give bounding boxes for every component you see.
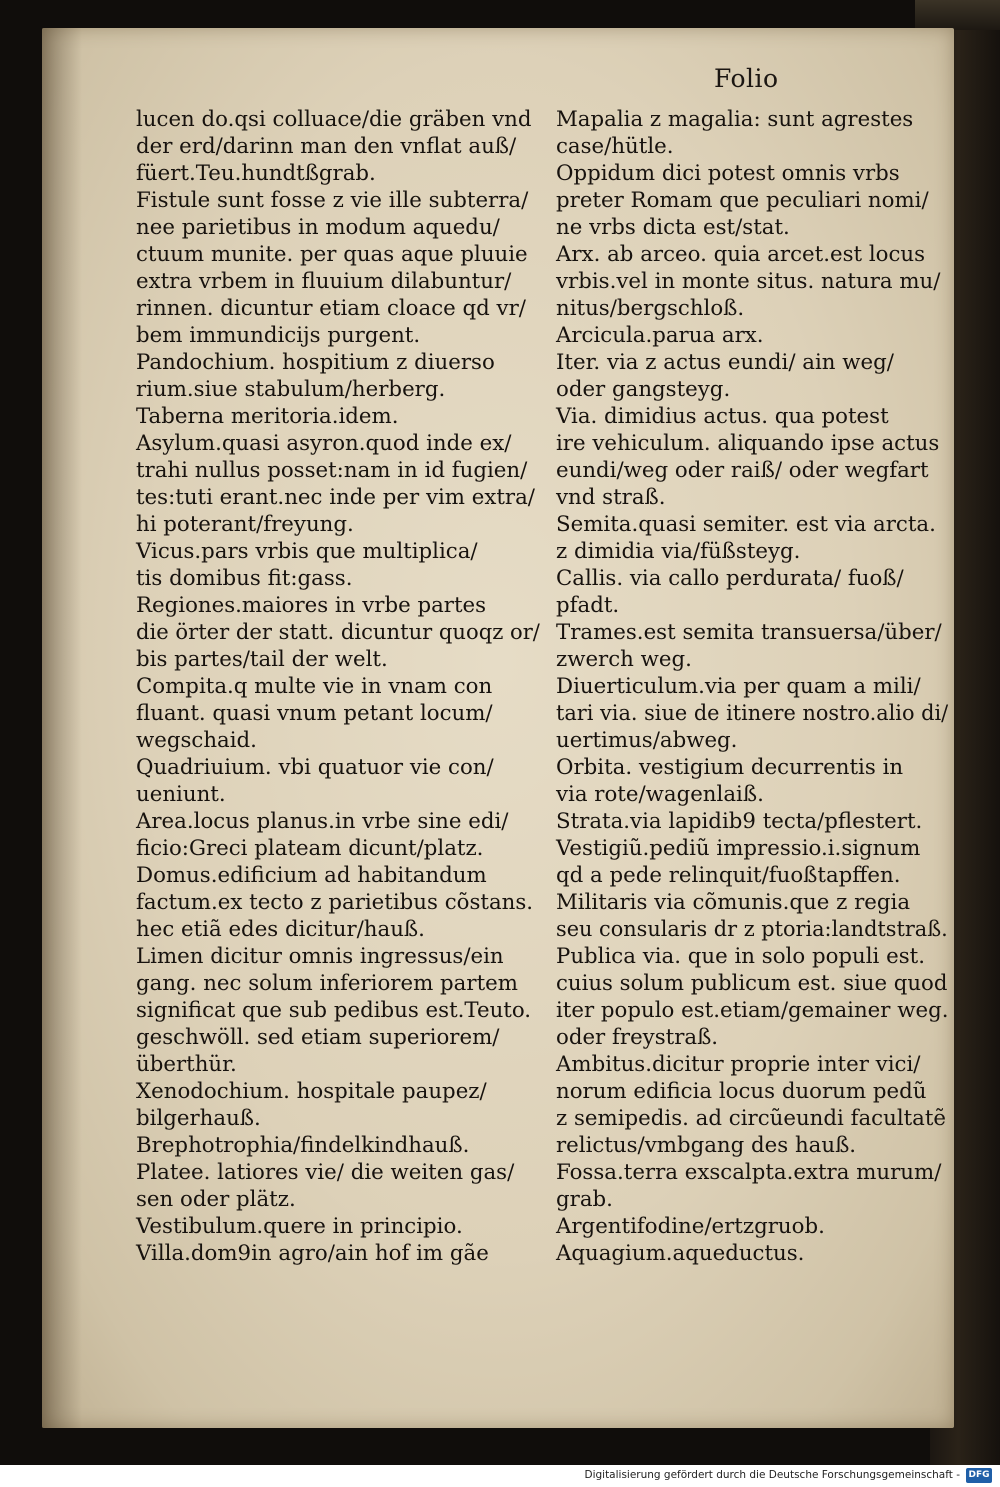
text-line: trahi nullus posset:nam in id fugien/ <box>136 458 528 483</box>
text-line: Trames.est semita transuersa/über/ <box>556 620 942 645</box>
text-line: Militaris via cõmunis.que z regia <box>556 890 911 915</box>
text-line: case/hütle. <box>556 134 674 159</box>
text-line: rinnen. dicuntur etiam cloace qd vr/ <box>136 296 526 321</box>
text-line: Vestibulum.quere in principio. <box>136 1214 463 1239</box>
text-line: Arcicula.parua arx. <box>556 323 764 348</box>
text-line: lucen do.qsi colluace/die gräben vnd <box>136 107 532 132</box>
text-line: preter Romam que peculiari nomi/ <box>556 188 929 213</box>
footer-bar <box>0 1465 1000 1487</box>
text-column-right <box>556 106 948 1267</box>
text-line: uertimus/abweg. <box>556 728 738 753</box>
text-line: Diuerticulum.via per quam a mili/ <box>556 674 921 699</box>
text-line: Brephotrophia/findelkindhauß. <box>136 1133 470 1158</box>
text-line: sen oder plätz. <box>136 1187 296 1212</box>
text-line: pfadt. <box>556 593 620 618</box>
text-line: bem immundicijs purgent. <box>136 323 421 348</box>
text-line: der erd/darinn man den vnflat auß/ <box>136 134 517 159</box>
text-line: Orbita. vestigium decurrentis in <box>556 755 904 780</box>
text-line: ire vehiculum. aliquando ipse actus <box>556 431 940 456</box>
text-line: tes:tuti erant.nec inde per vim extra/ <box>136 485 535 510</box>
text-line: Vicus.pars vrbis que multiplica/ <box>136 539 478 564</box>
text-line: Mapalia z magalia: sunt agrestes <box>556 107 914 132</box>
text-line: füert.Teu.hundtßgrab. <box>136 161 376 186</box>
text-line: Vestigiũ.pediũ impressio.i.signum <box>556 836 921 861</box>
text-line: nitus/bergschloß. <box>556 296 745 321</box>
text-line: extra vrbem in fluuium dilabuntur/ <box>136 269 512 294</box>
text-line: relictus/vmbgang des hauß. <box>556 1133 857 1158</box>
text-line: gang. nec solum inferiorem partem <box>136 971 518 996</box>
text-line: hi poterant/freyung. <box>136 512 354 537</box>
text-line: tis domibus fit:gass. <box>136 566 353 591</box>
book-edge-top <box>915 0 1000 30</box>
text-line: überthür. <box>136 1052 237 1077</box>
text-line: Taberna meritoria.idem. <box>136 404 399 429</box>
text-line: Oppidum dici potest omnis vrbs <box>556 161 900 186</box>
text-line: ctuum munite. per quas aque pluuie <box>136 242 528 267</box>
text-line: hec etiã edes dicitur/hauß. <box>136 917 425 942</box>
text-line: Domus.edificium ad habitandum <box>136 863 487 888</box>
text-line: bilgerhauß. <box>136 1106 261 1131</box>
text-line: Asylum.quasi asyron.quod inde ex/ <box>136 431 512 456</box>
text-column-left <box>136 106 540 1267</box>
text-line: tari via. siue de itinere nostro.alio di/ <box>556 701 949 726</box>
text-line: ficio:Greci plateam dicunt/platz. <box>136 836 484 861</box>
folio-header: Folio <box>714 64 779 93</box>
text-line: bis partes/tail der welt. <box>136 647 388 672</box>
text-line: wegschaid. <box>136 728 257 753</box>
text-line: z dimidia via/füßsteyg. <box>556 539 801 564</box>
footer-credit: Digitalisierung gefördert durch die Deutsche Forschungsgemeinschaft - <box>584 1469 960 1481</box>
text-line: Compita.q multe vie in vnam con <box>136 674 493 699</box>
text-line: Fistule sunt fosse z vie ille subterra/ <box>136 188 529 213</box>
dfg-logo-icon: DFG <box>966 1468 992 1483</box>
text-line: die örter der statt. dicuntur quoqz or/ <box>136 620 540 645</box>
text-line: oder gangsteyg. <box>556 377 731 402</box>
text-line: Limen dicitur omnis ingressus/ein <box>136 944 504 969</box>
text-line: ueniunt. <box>136 782 226 807</box>
text-line: Iter. via z actus eundi/ ain weg/ <box>556 350 894 375</box>
text-line: Platee. latiores vie/ die weiten gas/ <box>136 1160 515 1185</box>
text-line: Arx. ab arceo. quia arcet.est locus <box>556 242 926 267</box>
text-line: ne vrbs dicta est/stat. <box>556 215 790 240</box>
text-line: oder freystraß. <box>556 1025 719 1050</box>
text-line: Regiones.maiores in vrbe partes <box>136 593 487 618</box>
text-line: Fossa.terra exscalpta.extra murum/ <box>556 1160 942 1185</box>
text-line: Strata.via lapidib9 tecta/pflestert. <box>556 809 923 834</box>
text-line: rium.siue stabulum/herberg. <box>136 377 446 402</box>
text-line: fluant. quasi vnum petant locum/ <box>136 701 493 726</box>
text-line: z semipedis. ad circũeundi facultatẽ <box>556 1106 947 1131</box>
text-line: eundi/weg oder raiß/ oder wegfart <box>556 458 929 483</box>
text-line: seu consularis dr z ptoria:landtstraß. <box>556 917 948 942</box>
text-line: cuius solum publicum est. siue quod <box>556 971 948 996</box>
text-line: vnd straß. <box>556 485 666 510</box>
text-line: zwerch weg. <box>556 647 692 672</box>
text-line: norum edificia locus duorum pedũ <box>556 1079 927 1104</box>
text-line: Publica via. que in solo populi est. <box>556 944 926 969</box>
text-line: grab. <box>556 1187 613 1212</box>
text-line: Via. dimidius actus. qua potest <box>556 404 889 429</box>
text-line: Argentifodine/ertzgruob. <box>556 1214 825 1239</box>
text-line: Area.locus planus.in vrbe sine edi/ <box>136 809 509 834</box>
text-line: significat que sub pedibus est.Teuto. <box>136 998 532 1023</box>
text-line: geschwöll. sed etiam superiorem/ <box>136 1025 500 1050</box>
text-line: Pandochium. hospitium z diuerso <box>136 350 495 375</box>
page-gutter-shadow <box>42 28 82 1428</box>
text-line: Ambitus.dicitur proprie inter vici/ <box>556 1052 921 1077</box>
text-line: Callis. via callo perdurata/ fuoß/ <box>556 566 904 591</box>
text-line: Xenodochium. hospitale paupez/ <box>136 1079 487 1104</box>
text-line: Quadriuium. vbi quatuor vie con/ <box>136 755 494 780</box>
text-line: Villa.dom9in agro/ain hof im gãe <box>136 1241 489 1266</box>
text-line: nee parietibus in modum aquedu/ <box>136 215 500 240</box>
text-line: vrbis.vel in monte situs. natura mu/ <box>556 269 941 294</box>
text-line: via rote/wagenlaiß. <box>556 782 764 807</box>
text-line: iter populo est.etiam/gemainer weg. <box>556 998 949 1023</box>
text-line: qd a pede relinquit/fuoßtapffen. <box>556 863 901 888</box>
text-line: Semita.quasi semiter. est via arcta. <box>556 512 936 537</box>
text-line: Aquagium.aqueductus. <box>556 1241 805 1266</box>
text-line: factum.ex tecto z parietibus cõstans. <box>136 890 534 915</box>
